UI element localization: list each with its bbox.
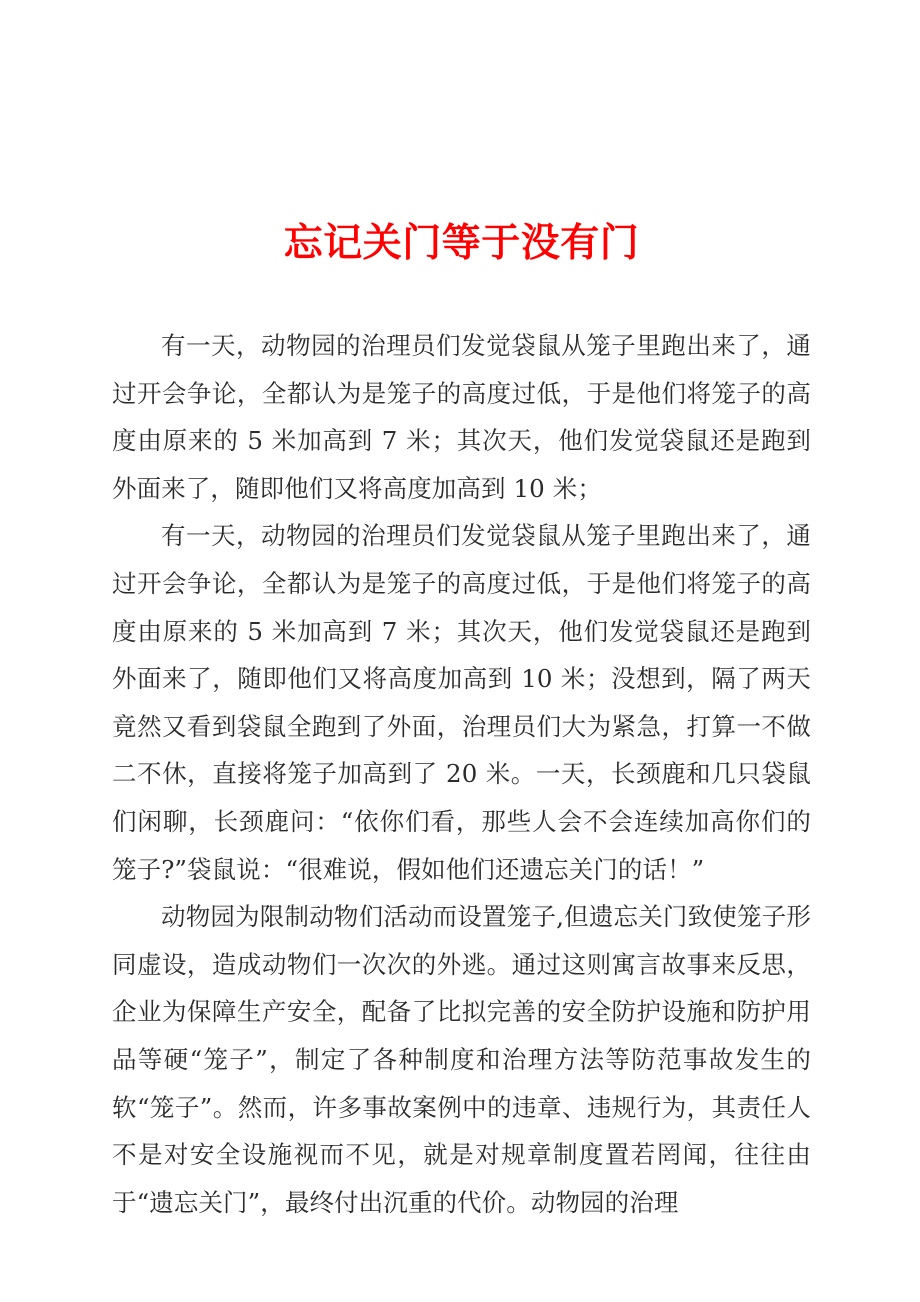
paragraph-1: 有一天，动物园的治理员们发觉袋鼠从笼子里跑出来了，通过开会争论，全都认为是笼子的高度过低，于是他们将笼子的高度由原来的 5 米加高到 7 米；其次天，他们发觉袋鼠还是跑到外面来了，随即他们又将高度加高到 10 米； [112, 331, 811, 503]
page-title: 忘记关门等于没有门 [283, 221, 640, 267]
paragraph-3: 动物园为限制动物们活动而设置笼子,但遗忘关门致使笼子形同虚设，造成动物们一次次的外逃。通过这则寓言故事来反思，企业为保障生产安全，配备了比拟完善的安全防护设施和防护用品等硬“笼子”，制定了各种制度和治理方法等防范事故发生的软“笼子”。然而，许多事故案例中的违章、违规行为，其责任人不是对安全设施视而不见，就是对规章制度置若罔闻，往往由于“遗忘关门”，最终付出沉重的代价。动物园的治理 [112, 902, 811, 1217]
paragraph-2: 有一天，动物园的治理员们发觉袋鼠从笼子里跑出来了，通过开会争论，全都认为是笼子的高度过低，于是他们将笼子的高度由原来的 5 米加高到 7 米；其次天，他们发觉袋鼠还是跑到外面来了，随即他们又将高度加高到 10 米；没想到，隔了两天竟然又看到袋鼠全跑到了外面，治理员们大为紧急，打算一不做二不休，直接将笼子加高到了 20 米。一天，长颈鹿和几只袋鼠们闲聊，长颈鹿问：“依你们看，那些人会不会连续加高你们的笼子?”袋鼠说：“很难说，假如他们还遗忘关门的话！” [112, 521, 811, 884]
document-paragraphs [112, 322, 811, 1226]
document-text-column [112, 0, 811, 1302]
